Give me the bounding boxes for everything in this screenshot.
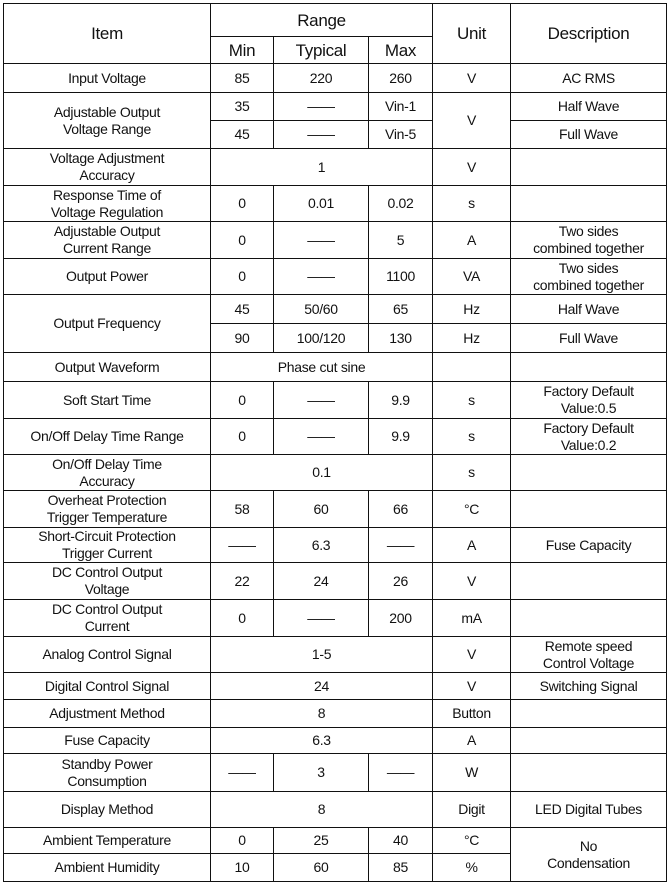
cell-desc: Switching Signal — [511, 673, 667, 700]
cell-min: 45 — [211, 121, 274, 149]
cell-item: Display Method — [4, 792, 211, 828]
cell-min: 0 — [211, 259, 274, 295]
cell-typical: 0.01 — [274, 186, 369, 222]
cell-unit: s — [433, 186, 511, 222]
header-range: Range — [211, 4, 433, 37]
cell-min: 0 — [211, 382, 274, 419]
cell-min: 10 — [211, 854, 274, 882]
table-row — [4, 563, 667, 600]
cell-typical: 50/60 — [274, 295, 369, 324]
cell-desc: No Condensation — [511, 828, 667, 882]
cell-typical: 25 — [274, 828, 369, 854]
cell-min: 58 — [211, 491, 274, 528]
cell-unit: °C — [433, 491, 511, 528]
cell-max: —— — [369, 754, 433, 792]
table-row — [4, 673, 667, 700]
cell-item: Standby Power Consumption — [4, 754, 211, 792]
cell-min: 35 — [211, 93, 274, 121]
cell-item: Short-Circuit Protection Trigger Current — [4, 528, 211, 563]
header-typical: Typical — [274, 37, 369, 64]
cell-unit: V — [433, 149, 511, 186]
cell-value: 1-5 — [211, 637, 433, 673]
cell-max: 65 — [369, 295, 433, 324]
cell-item: Adjustable Output Current Range — [4, 222, 211, 259]
cell-item: Output Waveform — [4, 353, 211, 382]
cell-desc: Half Wave — [511, 93, 667, 121]
cell-item: Ambient Humidity — [4, 854, 211, 882]
cell-min: 0 — [211, 419, 274, 455]
cell-desc: Full Wave — [511, 324, 667, 353]
cell-item: Ambient Temperature — [4, 828, 211, 854]
cell-desc — [511, 455, 667, 491]
cell-max: 26 — [369, 563, 433, 600]
table-row — [4, 149, 667, 186]
cell-unit: VA — [433, 259, 511, 295]
cell-unit: s — [433, 382, 511, 419]
table-row — [4, 455, 667, 491]
cell-value: 0.1 — [211, 455, 433, 491]
cell-unit: A — [433, 728, 511, 754]
cell-item: Overheat Protection Trigger Temperature — [4, 491, 211, 528]
cell-unit: Digit — [433, 792, 511, 828]
cell-max: 1100 — [369, 259, 433, 295]
cell-typical: —— — [274, 121, 369, 149]
cell-min: —— — [211, 754, 274, 792]
cell-unit: A — [433, 222, 511, 259]
cell-item: Voltage Adjustment Accuracy — [4, 149, 211, 186]
cell-min: 90 — [211, 324, 274, 353]
cell-desc — [511, 353, 667, 382]
header-max: Max — [369, 37, 433, 64]
cell-item: On/Off Delay Time Range — [4, 419, 211, 455]
cell-item: Response Time of Voltage Regulation — [4, 186, 211, 222]
cell-desc — [511, 728, 667, 754]
cell-max: 5 — [369, 222, 433, 259]
cell-desc: Factory Default Value:0.2 — [511, 419, 667, 455]
cell-min: 0 — [211, 186, 274, 222]
cell-unit: A — [433, 528, 511, 563]
table-row — [4, 186, 667, 222]
cell-item: Fuse Capacity — [4, 728, 211, 754]
cell-min: 45 — [211, 295, 274, 324]
table-row — [4, 222, 667, 259]
cell-min: 0 — [211, 828, 274, 854]
cell-typical: 60 — [274, 854, 369, 882]
cell-item: On/Off Delay Time Accuracy — [4, 455, 211, 491]
cell-max: 0.02 — [369, 186, 433, 222]
cell-typical: 3 — [274, 754, 369, 792]
cell-value: 8 — [211, 700, 433, 728]
table-row — [4, 93, 667, 121]
table-row — [4, 419, 667, 455]
cell-typical: —— — [274, 419, 369, 455]
cell-unit: V — [433, 637, 511, 673]
cell-max: 9.9 — [369, 419, 433, 455]
cell-unit: % — [433, 854, 511, 882]
cell-unit: V — [433, 563, 511, 600]
cell-typical: —— — [274, 259, 369, 295]
header-unit: Unit — [433, 4, 511, 64]
table-body — [4, 64, 667, 882]
cell-max: 66 — [369, 491, 433, 528]
cell-unit: °C — [433, 828, 511, 854]
table-row — [4, 828, 667, 854]
table-row — [4, 295, 667, 324]
cell-desc: LED Digital Tubes — [511, 792, 667, 828]
cell-typical: —— — [274, 222, 369, 259]
cell-typical: —— — [274, 93, 369, 121]
table-row — [4, 382, 667, 419]
table-row — [4, 353, 667, 382]
cell-min: —— — [211, 528, 274, 563]
header-min: Min — [211, 37, 274, 64]
cell-desc: Fuse Capacity — [511, 528, 667, 563]
table-row — [4, 491, 667, 528]
cell-item: Adjustment Method — [4, 700, 211, 728]
cell-desc — [511, 186, 667, 222]
table-row — [4, 637, 667, 673]
cell-unit: Hz — [433, 295, 511, 324]
cell-typical: —— — [274, 382, 369, 419]
table-row — [4, 754, 667, 792]
cell-value: 6.3 — [211, 728, 433, 754]
cell-value: 8 — [211, 792, 433, 828]
cell-desc — [511, 754, 667, 792]
table-row — [4, 64, 667, 93]
cell-max: 9.9 — [369, 382, 433, 419]
cell-unit: s — [433, 455, 511, 491]
cell-item: Output Power — [4, 259, 211, 295]
cell-unit: V — [433, 93, 511, 149]
cell-desc: Two sides combined together — [511, 259, 667, 295]
cell-item: Output Frequency — [4, 295, 211, 353]
cell-min: 22 — [211, 563, 274, 600]
cell-item: Input Voltage — [4, 64, 211, 93]
cell-desc: Remote speed Control Voltage — [511, 637, 667, 673]
cell-max: 85 — [369, 854, 433, 882]
cell-min: 85 — [211, 64, 274, 93]
cell-desc: Full Wave — [511, 121, 667, 149]
cell-item: Adjustable Output Voltage Range — [4, 93, 211, 149]
cell-desc: Half Wave — [511, 295, 667, 324]
cell-max: Vin-5 — [369, 121, 433, 149]
cell-typical: 6.3 — [274, 528, 369, 563]
cell-max: 40 — [369, 828, 433, 854]
table-row — [4, 792, 667, 828]
cell-desc — [511, 700, 667, 728]
cell-max: 260 — [369, 64, 433, 93]
cell-min: 0 — [211, 600, 274, 637]
cell-unit: Hz — [433, 324, 511, 353]
cell-min: 0 — [211, 222, 274, 259]
cell-unit — [433, 353, 511, 382]
table-row — [4, 728, 667, 754]
cell-max: —— — [369, 528, 433, 563]
cell-desc — [511, 491, 667, 528]
cell-max: 200 — [369, 600, 433, 637]
cell-item: Soft Start Time — [4, 382, 211, 419]
cell-typical: 220 — [274, 64, 369, 93]
cell-unit: V — [433, 673, 511, 700]
cell-max: 130 — [369, 324, 433, 353]
cell-desc: Two sides combined together — [511, 222, 667, 259]
cell-item: Digital Control Signal — [4, 673, 211, 700]
cell-desc — [511, 600, 667, 637]
cell-max: Vin-1 — [369, 93, 433, 121]
header-description: Description — [511, 4, 667, 64]
cell-desc: AC RMS — [511, 64, 667, 93]
cell-item: DC Control Output Current — [4, 600, 211, 637]
cell-unit: Button — [433, 700, 511, 728]
cell-typical: 24 — [274, 563, 369, 600]
table-row — [4, 259, 667, 295]
cell-desc: Factory Default Value:0.5 — [511, 382, 667, 419]
cell-value: 24 — [211, 673, 433, 700]
cell-unit: V — [433, 64, 511, 93]
cell-value: 1 — [211, 149, 433, 186]
cell-typical: 60 — [274, 491, 369, 528]
table-row — [4, 528, 667, 563]
table-row — [4, 700, 667, 728]
cell-item: DC Control Output Voltage — [4, 563, 211, 600]
cell-value: Phase cut sine — [211, 353, 433, 382]
cell-typical: 100/120 — [274, 324, 369, 353]
cell-desc — [511, 563, 667, 600]
cell-desc — [511, 149, 667, 186]
cell-typical: —— — [274, 600, 369, 637]
cell-unit: mA — [433, 600, 511, 637]
cell-unit: W — [433, 754, 511, 792]
table-row — [4, 600, 667, 637]
cell-item: Analog Control Signal — [4, 637, 211, 673]
header-item: Item — [4, 4, 211, 64]
cell-unit: s — [433, 419, 511, 455]
specification-table — [3, 3, 667, 882]
